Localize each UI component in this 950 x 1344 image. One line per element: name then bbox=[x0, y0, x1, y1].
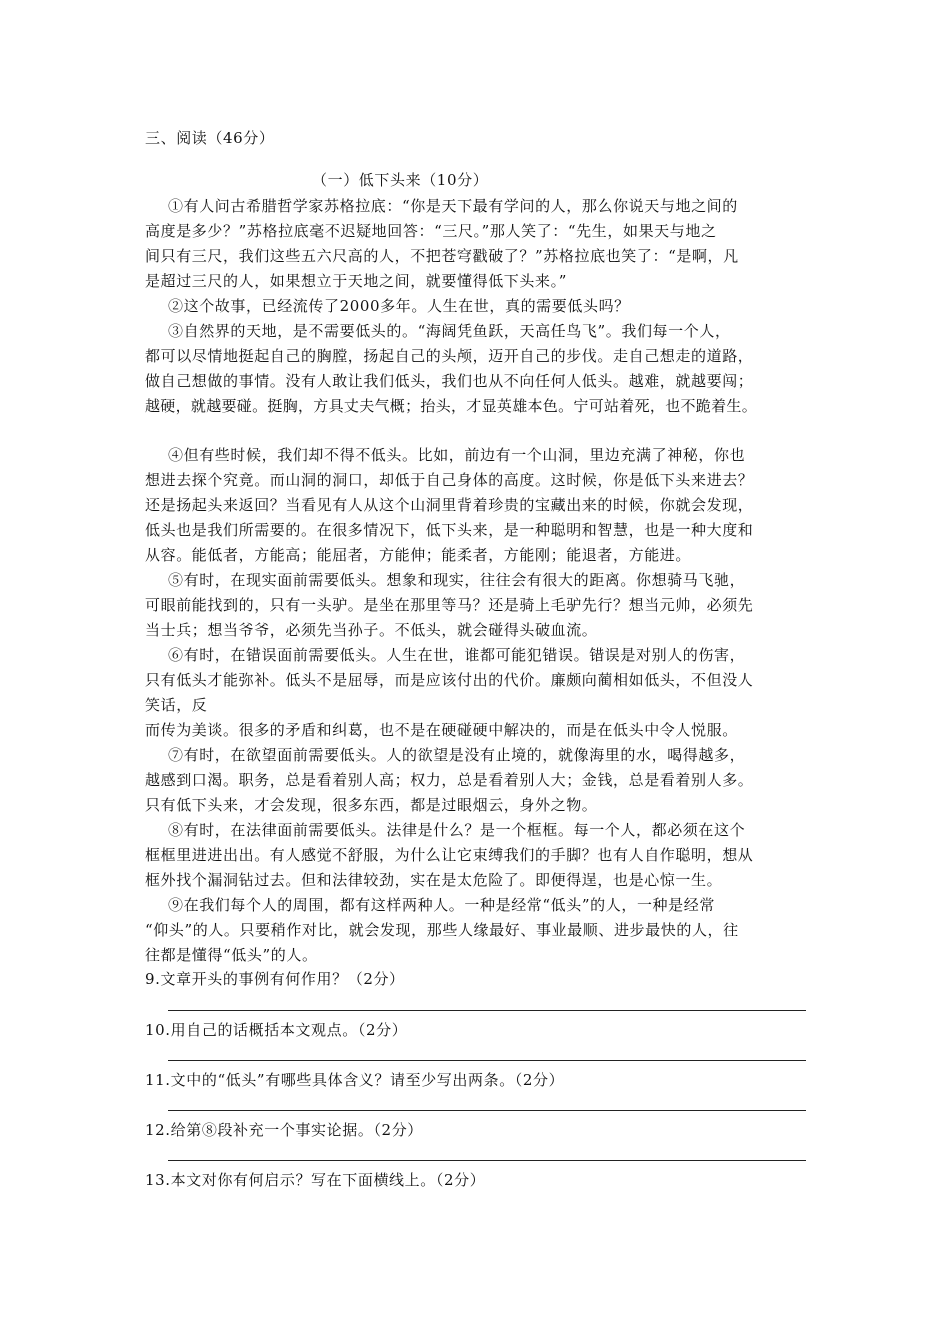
section-title: 三、阅读（46分） bbox=[145, 129, 275, 147]
paragraph-line: ④但有些时候，我们却不得不低头。比如，前边有一个山洞，里边充满了神秘，你也 bbox=[168, 446, 746, 464]
question-11: 11.文中的“低头”有哪些具体含义？请至少写出两条。（2分） bbox=[145, 1071, 565, 1089]
paragraph-line: 还是扬起头来返回？当看见有人从这个山洞里背着珍贵的宝藏出来的时候，你就会发现， bbox=[145, 496, 754, 514]
paragraph-line: ⑧有时，在法律面前需要低头。法律是什么？是一个框框。每一个人，都必须在这个 bbox=[168, 821, 746, 839]
paragraph-line: 只有低下头来，才会发现，很多东西，都是过眼烟云，身外之物。 bbox=[145, 796, 598, 814]
paragraph-line: 想进去探个究竟。而山洞的洞口，却低于自己身体的高度。这时候，你是低下头来进去？ bbox=[145, 471, 754, 489]
answer-line-9[interactable] bbox=[168, 1010, 806, 1011]
paragraph-line: 是超过三尺的人，如果想立于天地之间，就要懂得低下头来。” bbox=[145, 272, 567, 290]
paragraph-line: ⑤有时，在现实面前需要低头。想象和现实，往往会有很大的距离。你想骑马飞驰， bbox=[168, 571, 746, 589]
paragraph-line: 间只有三尺，我们这些五六尺高的人，不把苍穹戳破了？”苏格拉底也笑了：“是啊，凡 bbox=[145, 247, 739, 265]
paragraph-line: “仰头”的人。只要稍作对比，就会发现，那些人缘最好、事业最顺、进步最快的人，往 bbox=[145, 921, 739, 939]
paragraph-line: 笑话，反 bbox=[145, 696, 208, 714]
paragraph-line: ⑨在我们每个人的周围，都有这样两种人。一种是经常“低头”的人，一种是经常 bbox=[168, 896, 715, 914]
answer-line-12[interactable] bbox=[168, 1160, 806, 1161]
question-13: 13.本文对你有何启示？写在下面横线上。（2分） bbox=[145, 1171, 486, 1189]
paragraph-line: 只有低头才能弥补。低头不是屈辱，而是应该付出的代价。廉颇向蔺相如低头，不但没人 bbox=[145, 671, 754, 689]
question-12: 12.给第⑧段补充一个事实论据。（2分） bbox=[145, 1121, 423, 1139]
question-9: 9.文章开头的事例有何作用？（2分） bbox=[145, 970, 405, 988]
paragraph-line: 往都是懂得“低头”的人。 bbox=[145, 946, 318, 964]
paragraph-line: ①有人问古希腊哲学家苏格拉底：“你是天下最有学问的人，那么你说天与地之间的 bbox=[168, 197, 738, 215]
article-title: （一）低下头来（10分） bbox=[312, 171, 489, 189]
answer-line-11[interactable] bbox=[168, 1110, 806, 1111]
paragraph-line: 从容。能低者，方能高；能屈者，方能伸；能柔者，方能刚；能退者，方能进。 bbox=[145, 546, 692, 564]
paragraph-line: 可眼前能找到的，只有一头驴。是坐在那里等马？还是骑上毛驴先行？想当元帅，必须先 bbox=[145, 596, 754, 614]
paragraph-line: ⑦有时，在欲望面前需要低头。人的欲望是没有止境的，就像海里的水，喝得越多， bbox=[168, 746, 746, 764]
paragraph-line: 框框里进进出出。有人感觉不舒服，为什么让它束缚我们的手脚？也有人自作聪明，想从 bbox=[145, 846, 754, 864]
paragraph-line: 当士兵；想当爷爷，必须先当孙子。不低头，就会碰得头破血流。 bbox=[145, 621, 598, 639]
paragraph-line: 越感到口渴。职务，总是看着别人高；权力，总是看着别人大；金钱，总是看着别人多。 bbox=[145, 771, 754, 789]
paragraph-line: ②这个故事，已经流传了2000多年。人生在世，真的需要低头吗？ bbox=[168, 297, 630, 315]
paragraph-line: 越硬，就越要碰。挺胸，方具丈夫气概；抬头，才显英雄本色。宁可站着死，也不跪着生。 bbox=[145, 397, 758, 415]
paragraph-line: ③自然界的天地，是不需要低头的。“海阔凭鱼跃，天高任鸟飞”。我们每一个人， bbox=[168, 322, 731, 340]
paragraph-line: 低头也是我们所需要的。在很多情况下，低下头来，是一种聪明和智慧，也是一种大度和 bbox=[145, 521, 754, 539]
answer-line-10[interactable] bbox=[168, 1060, 806, 1061]
question-10: 10.用自己的话概括本文观点。（2分） bbox=[145, 1021, 408, 1039]
paragraph-line: 高度是多少？”苏格拉底毫不迟疑地回答：“三尺。”那人笑了：“先生，如果天与地之 bbox=[145, 222, 717, 240]
paragraph-line: 而传为美谈。很多的矛盾和纠葛，也不是在硬碰硬中解决的，而是在低头中令人悦服。 bbox=[145, 721, 738, 739]
paragraph-line: ⑥有时，在错误面前需要低头。人生在世，谁都可能犯错误。错误是对别人的伤害， bbox=[168, 646, 746, 664]
paragraph-line: 做自己想做的事情。没有人敢让我们低头，我们也从不向任何人低头。越难，就越要闯； bbox=[145, 372, 754, 390]
paragraph-line: 都可以尽情地挺起自己的胸膛，扬起自己的头颅，迈开自己的步伐。走自己想走的道路， bbox=[145, 347, 754, 365]
paragraph-line: 框外找个漏洞钻过去。但和法律较劲，实在是太危险了。即便得逞，也是心惊一生。 bbox=[145, 871, 723, 889]
